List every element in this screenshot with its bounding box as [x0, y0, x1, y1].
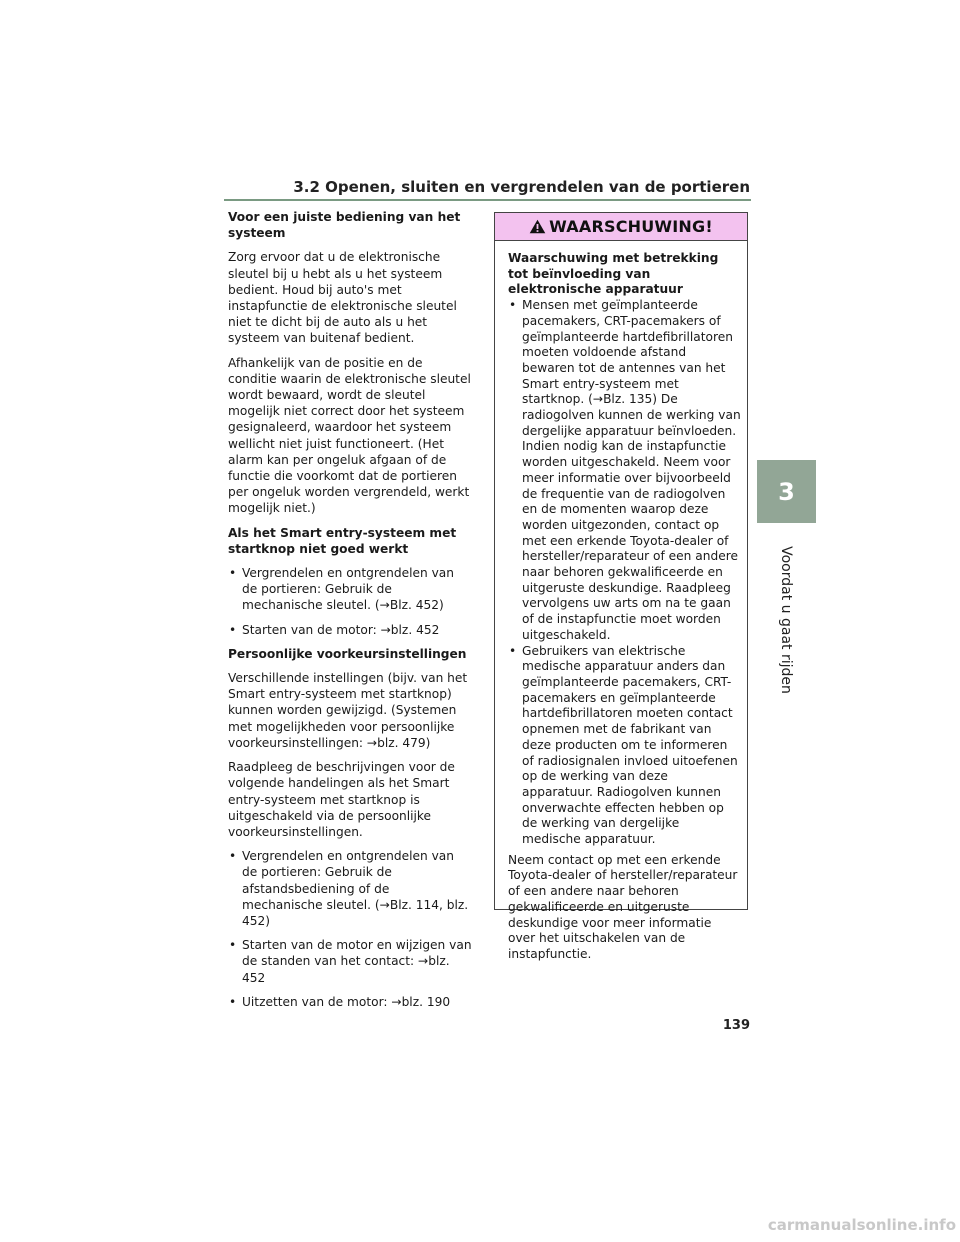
chapter-tab: 3 — [757, 460, 816, 523]
heading-malfunction: Als het Smart entry-systeem met startknop niet goed werkt — [228, 525, 457, 556]
list-item: • Uitzetten van de motor: →blz. 190 — [228, 994, 472, 1010]
left-column — [228, 209, 472, 1018]
list-item: • Vergrendelen en ontgrendelen van de portieren: Gebruik de mechanische sleutel. (→Blz. 452) — [228, 565, 472, 614]
list-item: • Mensen met geïmplanteerde pacemakers, CRT-pacemakers of geïmplanteerde hartdefibrillatoren moeten voldoende afstand bewaren tot de antennes van het Smart entry-systeem met startknop. (→Blz. 135) De radiogolven kunnen de werking van dergelijke apparatuur beïnvloeden. Indien nodig kan de instapfunctie worden uitgeschakeld. Neem voor meer informatie over bijvoorbeeld de frequentie van de radiogolven en de momenten waarop deze worden uitgezonden, contact op met een erkende Toyota-dealer of hersteller/reparateur of een andere naar behoren gekwalificeerde en uitgeruste deskundige. Raadpleeg vervolgens uw arts om na te gaan of de instapfunctie moet worden uitgeschakeld. — [508, 298, 741, 643]
warning-label: WAARSCHUWING! — [549, 217, 713, 236]
warning-list — [508, 298, 741, 848]
paragraph-keep-key: Zorg ervoor dat u de elektronische sleutel bij u hebt als u het systeem bedient. Houd bij auto's met instapfunctie de elektronische sleutel niet te dicht bij de auto als u het systeem van buitenaf bedient. — [228, 250, 457, 346]
warning-triangle-icon — [529, 219, 546, 234]
list-item: • Starten van de motor: →blz. 452 — [228, 622, 472, 638]
section-title: 3.2 Openen, sluiten en vergrendelen van de portieren — [293, 178, 750, 196]
list-item: • Vergrendelen en ontgrendelen van de portieren: Gebruik de afstandsbediening of de mechanische sleutel. (→Blz. 114, blz. 452) — [228, 848, 472, 929]
malfunction-list — [228, 565, 472, 638]
paragraph-settings: Verschillende instellingen (bijv. van het Smart entry-systeem met startknop) kunnen worden gewijzigd. (Systemen met mogelijkheden voor persoonlijke voorkeursinstellingen: →blz. 479) — [228, 671, 468, 750]
heading-correct-operation: Voor een juiste bediening van het systeem — [228, 210, 461, 241]
list-item: • Starten van de motor en wijzigen van de standen van het contact: →blz. 452 — [228, 937, 472, 986]
warning-body — [495, 241, 747, 963]
paragraph-key-position: Afhankelijk van de positie en de conditie waarin de elektronische sleutel wordt bewaard, wordt de sleutel mogelijk niet correct door het systeem gesignaleerd, waardoor het systeem wellicht niet juist functioneert. (Het alarm kan per ongeluk afgaan of de functie die voorkomt dat de portieren per ongeluk worden vergrendeld, werkt mogelijk niet.) — [228, 355, 471, 516]
page-number: 139 — [722, 1018, 750, 1033]
warning-heading: Waarschuwing met betrekking tot beïnvloeding van elektronische apparatuur — [508, 251, 719, 297]
warning-header — [495, 213, 747, 241]
disabled-operations-list — [228, 848, 472, 1010]
chapter-label: Voordat u gaat rijden — [778, 546, 794, 694]
paragraph-refer: Raadpleeg de beschrijvingen voor de volgende handelingen als het Smart entry-systeem met startknop is uitgeschakeld via de persoonlijke voorkeursinstellingen. — [228, 760, 455, 839]
heading-customization: Persoonlijke voorkeursinstellingen — [228, 646, 467, 661]
warning-box — [494, 212, 748, 961]
warning-closing: Neem contact op met een erkende Toyota-dealer of hersteller/reparateur of een andere naar behoren gekwalificeerde en uitgeruste deskundige voor meer informatie over het uitschakelen van de instapfunctie. — [508, 852, 738, 961]
watermark: carmanualsonline.info — [767, 1216, 956, 1234]
header-rule — [224, 199, 751, 201]
list-item: • Gebruikers van elektrische medische apparatuur anders dan geïmplanteerde pacemakers, CRT-pacemakers en geïmplanteerde hartdefibrillatoren moeten contact opnemen met de fabrikant van deze producten om te informeren of radiosignalen invloed uitoefenen op de werking van deze apparatuur. Radiogolven kunnen onverwachte effecten hebben op de werking van dergelijke medische apparatuur. — [508, 644, 741, 848]
